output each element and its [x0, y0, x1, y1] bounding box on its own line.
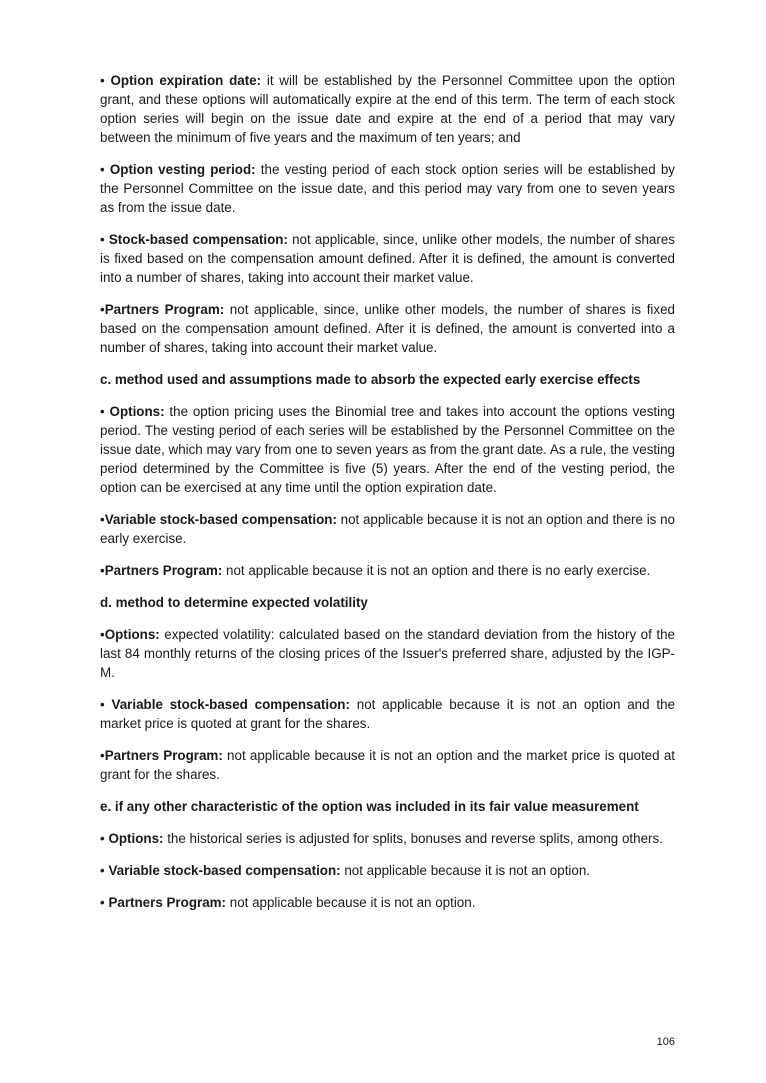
bullet-options	[100, 402, 675, 497]
term-label: Options:	[108, 831, 164, 846]
term-text: expected volatility: calculated based on the standard deviation from the history of the last 84 monthly returns of the closing prices of the Issuer's preferred share, adjusted by the IGP-M.	[100, 627, 675, 680]
bullet-partners-program	[100, 893, 675, 912]
bullet-marker: •	[100, 863, 105, 878]
term-text: not applicable because it is not an option.	[226, 895, 476, 910]
bullet-marker: •	[100, 895, 105, 910]
bullet-marker: •	[100, 512, 105, 527]
term-label: Stock-based compensation:	[108, 232, 288, 247]
term-text: not applicable, since, unlike other models, the number of shares is fixed based on the compensation amount defined. After it is defined, the amount is converted into a number of shares, taking into account their market value.	[100, 302, 675, 355]
term-label: Partners Program:	[104, 302, 225, 317]
term-text: not applicable, since, unlike other models, the number of shares is fixed based on the compensation amount defined. After it is defined, the amount is converted into a number of shares, taking into account their market value.	[100, 232, 675, 285]
bullet-partners-program	[100, 746, 675, 784]
bullet-marker: •	[100, 232, 105, 247]
term-text: not applicable because it is not an option and there is no early exercise.	[222, 563, 651, 578]
term-label: Partners Program:	[104, 748, 223, 763]
section-heading-d: d. method to determine expected volatility	[100, 595, 368, 610]
bullet-marker: •	[100, 302, 105, 317]
document-body	[100, 71, 675, 925]
term-text: not applicable because it is not an option and there is no early exercise.	[100, 512, 675, 546]
bullet-partners-program	[100, 300, 675, 357]
term-text: the historical series is adjusted for splits, bonuses and reverse splits, among others.	[163, 831, 663, 846]
term-text: not applicable because it is not an option and the market price is quoted at grant for the shares.	[100, 748, 675, 782]
bullet-variable-stock-based-compensation	[100, 861, 675, 880]
bullet-marker: •	[100, 73, 105, 88]
bullet-marker: •	[100, 697, 105, 712]
bullet-option-expiration-date	[100, 71, 675, 147]
term-label: Options:	[109, 404, 165, 419]
term-label: Partners Program:	[108, 895, 227, 910]
term-label: Variable stock-based compensation:	[108, 863, 341, 878]
bullet-variable-stock-based-compensation	[100, 510, 675, 548]
bullet-stock-based-compensation	[100, 230, 675, 287]
bullet-marker: •	[100, 162, 105, 177]
term-text: it will be established by the Personnel Committee upon the option grant, and these options will automatically expire at the end of this term. The term of each stock option series will begin on the issue date and expire at the end of a period that may vary between the minimum of five years and the maximum of ten years; and	[100, 73, 675, 145]
term-label: Variable stock-based compensation:	[104, 512, 337, 527]
bullet-variable-stock-based-compensation	[100, 695, 675, 733]
term-label: Partners Program:	[104, 563, 223, 578]
bullet-options	[100, 829, 675, 848]
page-number: 106	[656, 1036, 675, 1048]
bullet-marker: •	[100, 627, 105, 642]
bullet-marker: •	[100, 563, 105, 578]
term-text: the vesting period of each stock option series will be established by the Personnel Committee on the issue date, and this period may vary from one to seven years as from the issue date.	[100, 162, 675, 215]
bullet-partners-program	[100, 561, 675, 580]
section-heading-e: e. if any other characteristic of the option was included in its fair value measurement	[100, 799, 639, 814]
term-label: Option expiration date:	[110, 73, 262, 88]
bullet-options	[100, 625, 675, 682]
term-label: Variable stock-based compensation:	[111, 697, 350, 712]
bullet-marker: •	[100, 831, 105, 846]
term-text: not applicable because it is not an option and the market price is quoted at grant for the shares.	[100, 697, 675, 731]
section-heading-c: c. method used and assumptions made to absorb the expected early exercise effects	[100, 372, 641, 387]
term-label: Option vesting period:	[109, 162, 256, 177]
bullet-option-vesting-period	[100, 160, 675, 217]
term-text: the option pricing uses the Binomial tree and takes into account the options vesting period. The vesting period of each series will be established by the Personnel Committee on the issue date, which may vary from one to seven years as from the grant date. As a rule, the vesting period determined by the Committee is five (5) years. After the end of the vesting period, the option can be exercised at any time until the option expiration date.	[100, 404, 675, 495]
bullet-marker: •	[100, 404, 105, 419]
term-text: not applicable because it is not an option.	[340, 863, 591, 878]
term-label: Options:	[104, 627, 160, 642]
bullet-marker: •	[100, 748, 105, 763]
